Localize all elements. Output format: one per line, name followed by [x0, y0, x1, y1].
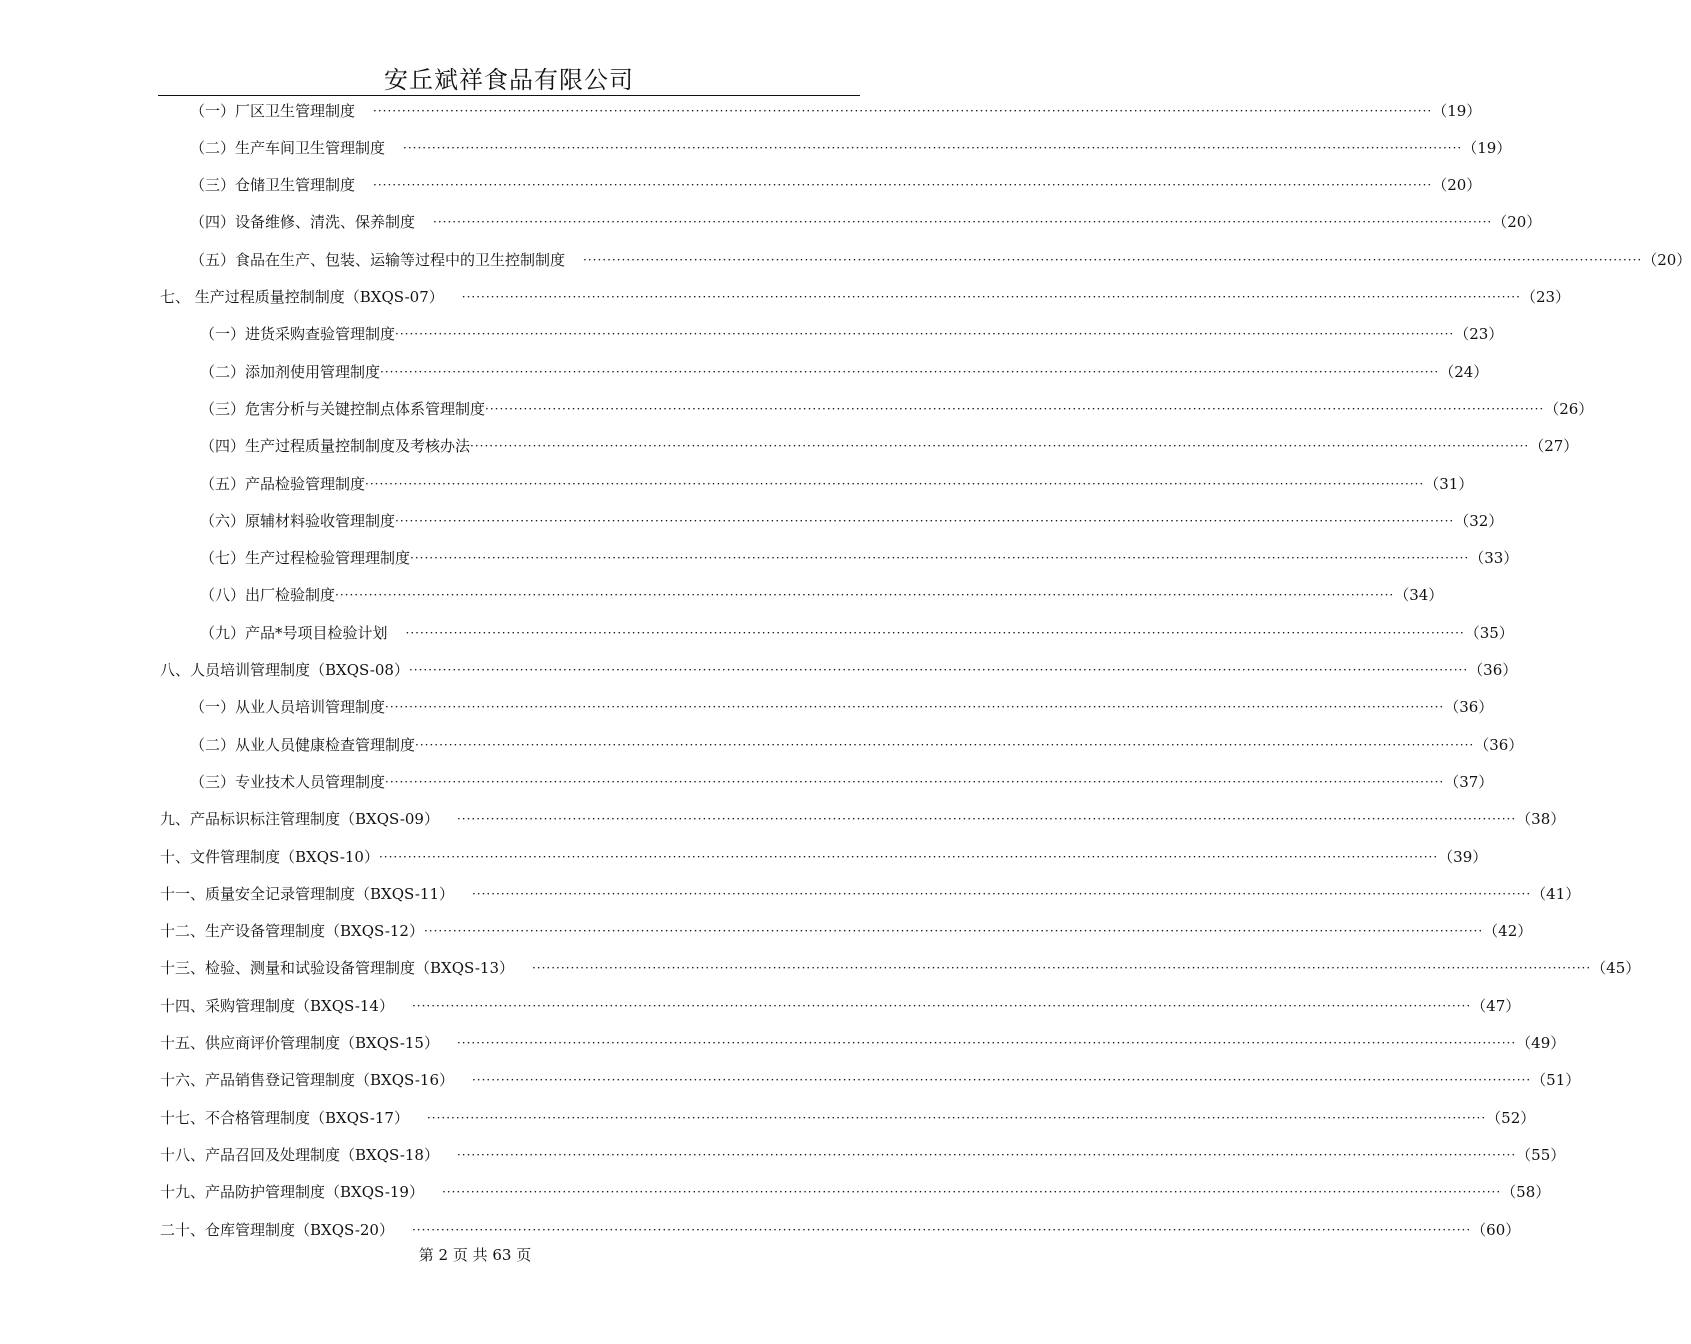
- page-header-company: 安丘斌祥食品有限公司: [384, 66, 634, 94]
- toc-entry-title: （一）厂区卫生管理制度: [190, 101, 356, 120]
- toc-entry-page: （42）: [1483, 922, 1533, 941]
- toc-entry-page: （60）: [1471, 1220, 1521, 1239]
- toc-entry-title: 八、人员培训管理制度（BXQS-08）: [160, 661, 409, 679]
- toc-entry-title: （八）出厂检验制度: [200, 586, 336, 605]
- toc-leader-dots: ····························································································································································································································: [405, 625, 1465, 640]
- toc-entry[interactable]: [190, 732, 1524, 756]
- toc-entry[interactable]: [160, 285, 1571, 309]
- toc-entry-title: （九）产品*号项目检验计划: [200, 623, 388, 642]
- toc-entry-page: （52）: [1486, 1108, 1536, 1127]
- toc-entry-title: （二）从业人员健康检查管理制度: [190, 735, 416, 754]
- toc-entry-page: （23）: [1454, 325, 1504, 344]
- toc-entry-title: 十六、产品销售登记管理制度（BXQS-16）: [160, 1071, 454, 1090]
- toc-leader-dots: ····························································································································································································································: [403, 140, 1463, 155]
- toc-entry[interactable]: [160, 1142, 1566, 1166]
- toc-leader-dots: ····························································································································································································································: [373, 103, 1433, 118]
- toc-entry[interactable]: [190, 135, 1512, 159]
- toc-entry[interactable]: [160, 658, 1518, 682]
- toc-entry-page: （51）: [1531, 1071, 1581, 1090]
- toc-entry-page: （32）: [1454, 511, 1504, 530]
- toc-entry-title: （四）生产过程质量控制制度及考核办法: [200, 437, 471, 456]
- toc-entry[interactable]: [160, 956, 1641, 980]
- toc-entry[interactable]: [190, 695, 1494, 719]
- toc-entry-page: （36）: [1468, 661, 1518, 679]
- toc-entry[interactable]: [200, 583, 1444, 607]
- toc-entry-title: （一）从业人员培训管理制度: [190, 698, 386, 717]
- toc-entry[interactable]: [200, 620, 1514, 644]
- toc-entry-page: （34）: [1394, 586, 1444, 605]
- toc-entry-page: （37）: [1444, 772, 1494, 791]
- toc-entry-title: 二十、仓库管理制度（BXQS-20）: [160, 1220, 394, 1239]
- toc-entry[interactable]: [160, 1105, 1536, 1129]
- toc-entry-title: 九、产品标识标注管理制度（BXQS-09）: [160, 810, 439, 829]
- toc-entry-title: 十八、产品召回及处理制度（BXQS-18）: [160, 1145, 439, 1164]
- toc-leader-dots: ····························································································································································································································: [471, 886, 1532, 901]
- toc-entry[interactable]: [160, 1180, 1551, 1204]
- toc-entry[interactable]: [160, 844, 1488, 868]
- toc-entry[interactable]: [190, 769, 1494, 793]
- toc-entry-title: 十二、生产设备管理制度（BXQS-12）: [160, 922, 424, 941]
- toc-leader-dots: ····························································································································································································································: [335, 588, 1395, 603]
- toc-entry-title: 十七、不合格管理制度（BXQS-17）: [160, 1108, 409, 1127]
- toc-entry-title: （四）设备维修、清洗、保养制度: [190, 213, 416, 232]
- toc-leader-dots: ····························································································································································································································: [415, 737, 1475, 752]
- toc-entry-page: （47）: [1471, 996, 1521, 1015]
- toc-entry-page: （49）: [1516, 1034, 1566, 1052]
- toc-entry[interactable]: [200, 471, 1474, 495]
- toc-entry[interactable]: [190, 210, 1542, 234]
- toc-leader-dots: ····························································································································································································································: [456, 1147, 1517, 1162]
- toc-entry[interactable]: [160, 881, 1581, 905]
- toc-entry-title: 十四、采购管理制度（BXQS-14）: [160, 996, 394, 1015]
- toc-entry-page: （33）: [1469, 549, 1519, 568]
- toc-entry-title: （三）仓储卫生管理制度: [190, 176, 356, 195]
- toc-entry-page: （23）: [1520, 288, 1571, 306]
- toc-entry[interactable]: [190, 173, 1482, 197]
- toc-leader-dots: ····························································································································································································································: [385, 774, 1445, 789]
- toc-leader-dots: ····························································································································································································································: [470, 439, 1530, 454]
- toc-entry[interactable]: [200, 434, 1579, 458]
- toc-leader-dots: ····························································································································································································································: [461, 290, 1521, 304]
- toc-entry[interactable]: [160, 1068, 1581, 1092]
- toc-leader-dots: ····························································································································································································································: [411, 998, 1472, 1013]
- toc-entry-page: （24）: [1439, 362, 1489, 381]
- toc-entry-title: （三）危害分析与关键控制点体系管理制度: [200, 399, 486, 418]
- toc-entry-title: （二）生产车间卫生管理制度: [190, 138, 386, 157]
- toc-leader-dots: ····························································································································································································································: [485, 401, 1545, 416]
- toc-entry-title: 十九、产品防护管理制度（BXQS-19）: [160, 1183, 424, 1202]
- toc-entry-title: （五）食品在生产、包装、运输等过程中的卫生控制制度: [190, 250, 566, 269]
- page-footer-number: 第 2 页 共 63 页: [418, 1246, 532, 1264]
- toc-entry-page: （35）: [1464, 623, 1514, 642]
- toc-entry[interactable]: [160, 1217, 1521, 1241]
- toc-entry-title: （七）生产过程检验管理理制度: [200, 549, 411, 568]
- toc-leader-dots: ····························································································································································································································: [441, 1185, 1502, 1200]
- toc-leader-dots: ····························································································································································································································: [531, 961, 1592, 976]
- toc-entry-title: 十三、检验、测量和试验设备管理制度（BXQS-13）: [160, 959, 514, 978]
- toc-leader-dots: ····························································································································································································································: [456, 1036, 1517, 1050]
- toc-entry[interactable]: [160, 1031, 1566, 1055]
- toc-entry-page: （39）: [1438, 847, 1488, 866]
- toc-entry-page: （20）: [1432, 176, 1482, 195]
- toc-entry-title: 十五、供应商评价管理制度（BXQS-15）: [160, 1034, 439, 1052]
- toc-leader-dots: ····························································································································································································································: [365, 476, 1425, 491]
- toc-leader-dots: ····························································································································································································································: [373, 178, 1433, 193]
- toc-entry[interactable]: [200, 546, 1519, 570]
- toc-leader-dots: ····························································································································································································································: [380, 364, 1440, 379]
- toc-leader-dots: ····························································································································································································································: [395, 513, 1455, 528]
- toc-entry-page: （20）: [1492, 213, 1542, 232]
- toc-entry-title: （三）专业技术人员管理制度: [190, 772, 386, 791]
- toc-entry-page: （36）: [1474, 735, 1524, 754]
- toc-leader-dots: ····························································································································································································································: [423, 924, 1484, 939]
- toc-entry-page: （45）: [1591, 959, 1641, 978]
- toc-entry-page: （41）: [1531, 884, 1581, 903]
- toc-entry-title: （六）原辅材料验收管理制度: [200, 511, 396, 530]
- toc-leader-dots: ····························································································································································································································: [395, 327, 1455, 342]
- toc-entry[interactable]: [200, 359, 1489, 383]
- toc-entry-title: 十一、质量安全记录管理制度（BXQS-11）: [160, 884, 454, 903]
- toc-entry[interactable]: [190, 98, 1482, 122]
- toc-leader-dots: ····························································································································································································································: [408, 663, 1469, 677]
- toc-leader-dots: ····························································································································································································································: [426, 1110, 1487, 1125]
- toc-entry-page: （27）: [1529, 437, 1579, 456]
- toc-leader-dots: ····························································································································································································································: [471, 1073, 1532, 1088]
- toc-entry-title: （一）进货采购查验管理制度: [200, 325, 396, 344]
- toc-leader-dots: ····························································································································································································································: [411, 1222, 1472, 1237]
- toc-entry-page: （58）: [1501, 1183, 1551, 1202]
- toc-entry-title: 十、文件管理制度（BXQS-10）: [160, 847, 379, 866]
- toc-entry-page: （36）: [1444, 698, 1494, 717]
- toc-leader-dots: ····························································································································································································································: [385, 700, 1445, 715]
- toc-entry-page: （19）: [1432, 101, 1482, 120]
- toc-entry[interactable]: [160, 807, 1566, 831]
- toc-entry[interactable]: [160, 919, 1533, 943]
- toc-leader-dots: ····························································································································································································································: [583, 252, 1643, 267]
- toc-entry-title: （二）添加剂使用管理制度: [200, 362, 381, 381]
- toc-entry-title: （五）产品检验管理制度: [200, 474, 366, 493]
- toc-entry[interactable]: [160, 993, 1521, 1017]
- toc-entry-page: （26）: [1544, 399, 1594, 418]
- toc-leader-dots: ····························································································································································································································: [456, 812, 1517, 827]
- toc-entry-page: （38）: [1516, 810, 1566, 829]
- toc-leader-dots: ····························································································································································································································: [410, 551, 1470, 566]
- toc-entry-page: （20）: [1642, 250, 1691, 269]
- toc-entry[interactable]: [200, 322, 1504, 346]
- toc-entry-page: （55）: [1516, 1145, 1566, 1164]
- table-of-contents: [0, 92, 1691, 1242]
- toc-entry[interactable]: [190, 247, 1691, 271]
- toc-entry-page: （19）: [1462, 138, 1512, 157]
- toc-entry[interactable]: [200, 396, 1594, 420]
- toc-entry[interactable]: [200, 508, 1504, 532]
- toc-leader-dots: ····························································································································································································································: [378, 849, 1439, 864]
- toc-entry-page: （31）: [1424, 474, 1474, 493]
- toc-leader-dots: ····························································································································································································································: [433, 215, 1493, 230]
- toc-entry-title: 七、 生产过程质量控制制度（BXQS-07）: [160, 288, 444, 306]
